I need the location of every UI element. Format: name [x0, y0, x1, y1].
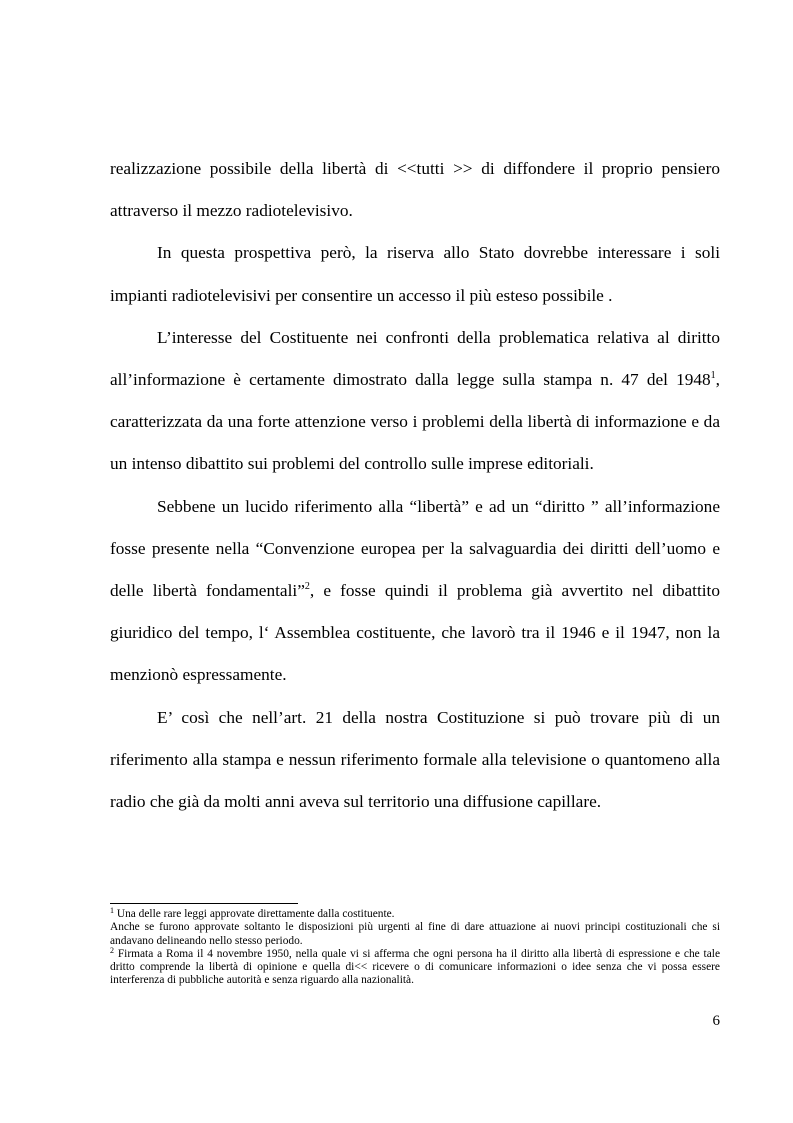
paragraph-4-text-start: Sebbene un lucido riferimento alla “libertà” e ad un “diritto ” all’informazione fosse presente nella “Convenzione europea per la salvaguardia dei diritti dell’uomo e delle libertà fondamentali” [110, 496, 720, 601]
footnote-1-line-2: Anche se furono approvate soltanto le disposizioni più urgenti al fine di dare attuazione ai nuovi principi costituzionali che si andavano delineando nello stesso periodo. [110, 921, 720, 947]
footnote-ref-1: 1 [710, 370, 716, 382]
paragraph-5-text: E’ così che nell’art. 21 della nostra Costituzione si può trovare più di un riferimento alla stampa e nessun riferimento formale alla televisione o quantomeno alla radio che già da molti anni aveva sul territorio una diffusione capillare. [110, 707, 720, 812]
footnote-2 [110, 945, 720, 988]
footnote-1-marker: 1 [110, 906, 114, 915]
footnote-1 [110, 908, 720, 921]
paragraph-4 [110, 486, 720, 697]
paragraph-3-text-end: , caratterizzata da una forte attenzione verso i problemi della libertà di informazione e da un intenso dibattito sui problemi del controllo sulle imprese editoriali. [110, 370, 720, 474]
footnotes [110, 908, 720, 988]
paragraph-4-text-end: , e fosse quindi il problema già avvertito nel dibattito giuridico del tempo, l‘ Assemblea costituente, che lavorò tra il 1946 e il 1947, non la menzionò espressamente. [110, 581, 720, 685]
footnote-2-marker: 2 [110, 945, 114, 955]
footnote-1-line-1: Una delle rare leggi approvate direttamente dalla costituente. [114, 908, 395, 920]
footnote-1-continuation [110, 921, 720, 948]
footnote-separator [110, 903, 298, 904]
footnote-2-text: Firmata a Roma il 4 novembre 1950, nella quale vi si afferma che ogni persona ha il diritto alla libertà di espressione e che tale dritto comprende la libertà di opinione e quella di<< ricevere o di comunicare informazioni o idee senza che vi possa essere interferenza di pubbliche autorità e senza riguardo alla nazionalità. [110, 947, 720, 987]
paragraph-2-text: In questa prospettiva però, la riserva allo Stato dovrebbe interessare i soli impianti radiotelevisivi per consentire un accesso il più esteso possibile . [110, 243, 720, 305]
paragraph-1-text: realizzazione possibile della libertà di <<tutti >> di diffondere il proprio pensiero attraverso il mezzo radiotelevisivo. [110, 159, 720, 221]
paragraph-3 [110, 317, 720, 486]
page-number: 6 [712, 1013, 720, 1029]
paragraph-5 [110, 697, 720, 824]
paragraph-3-text-start: L’interesse del Costituente nei confronti della problematica relativa al diritto all’informazione è certamente dimostrato dalla legge sulla stampa n. 47 del 1948 [110, 327, 720, 390]
footnote-ref-2: 2 [304, 581, 310, 593]
body-text [110, 148, 720, 823]
paragraph-1 [110, 148, 720, 232]
paragraph-2 [110, 232, 720, 316]
